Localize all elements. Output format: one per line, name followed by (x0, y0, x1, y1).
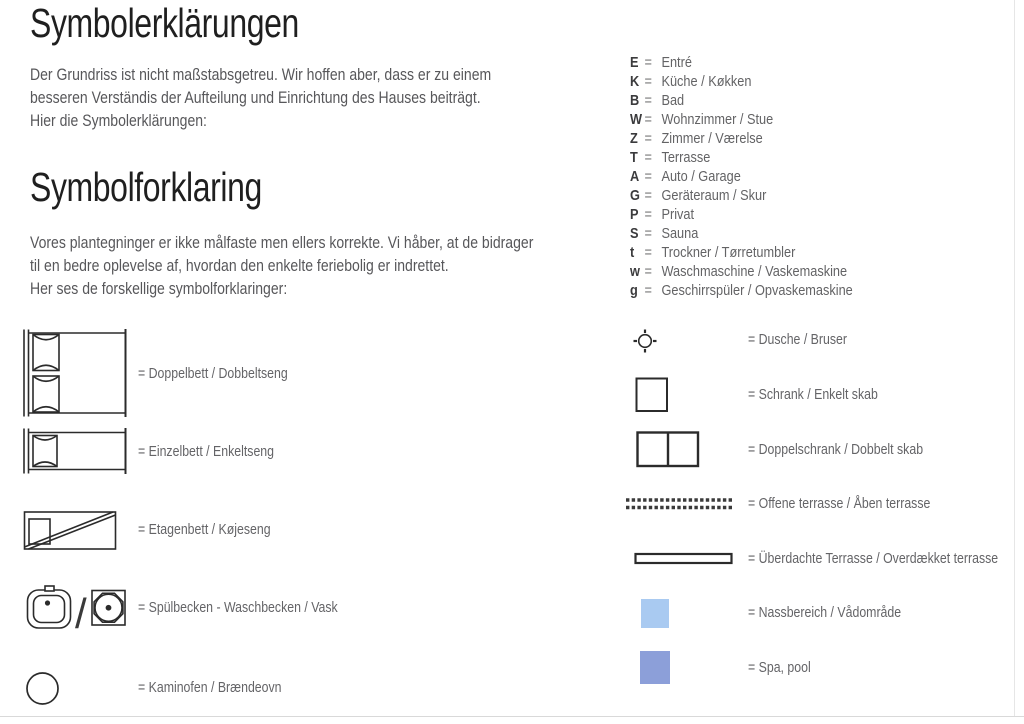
room-code-letter: Z (630, 130, 638, 147)
intro-danish-line: Her ses de forskellige symbolforklaringer: (30, 280, 288, 298)
sink-icon (26, 584, 126, 632)
equals-sign: = (644, 244, 652, 261)
room-code-label: Geräteraum / Skur (661, 187, 767, 204)
equals-sign: = (644, 73, 652, 90)
legend-label: = Einzelbett / Enkeltseng (138, 444, 275, 460)
double-closet-icon (636, 431, 700, 468)
room-code-row (630, 243, 853, 262)
legend-label: = Dusche / Bruser (748, 332, 847, 348)
equals-sign: = (644, 225, 652, 242)
room-code-label: Privat (661, 206, 695, 223)
wood-stove-icon (25, 671, 61, 707)
equals-sign: = (644, 149, 652, 166)
room-code-letter: G (630, 187, 640, 204)
room-code-list (630, 53, 853, 300)
intro-german-line: Der Grundriss ist nicht maßstabsgetreu. Wir hoffen aber, dass er zu einem (30, 66, 492, 84)
legend-label: = Doppelschrank / Dobbelt skab (748, 442, 924, 458)
single-closet-icon (635, 377, 669, 413)
legend-label: = Etagenbett / Køjeseng (138, 522, 271, 538)
page-bottom-edge (0, 716, 1024, 717)
legend-label: = Schrank / Enkelt skab (748, 387, 878, 403)
equals-sign: = (644, 111, 652, 128)
equals-sign: = (644, 168, 652, 185)
room-code-row (630, 224, 853, 243)
equals-sign: = (644, 54, 652, 71)
bunk-bed-icon (23, 509, 119, 551)
intro-danish-line: Vores plantegninger er ikke målfaste men ellers korrekte. Vi håber, at de bidrager (30, 234, 534, 252)
room-code-letter: K (630, 73, 640, 90)
intro-danish-line: til en bedre oplevelse af, hvordan den enkelte feriebolig er indrettet. (30, 257, 449, 275)
room-code-label: Terrasse (661, 149, 711, 166)
equals-sign: = (644, 130, 652, 147)
room-code-label: Sauna (661, 225, 699, 242)
room-code-letter: A (630, 168, 640, 185)
page-title-german: Symbolerklärungen (30, 0, 299, 46)
sink-separator-slash: / (75, 590, 87, 632)
room-code-letter: w (630, 263, 640, 280)
room-code-row (630, 129, 853, 148)
equals-sign: = (644, 282, 652, 299)
room-code-letter: E (630, 54, 639, 71)
room-code-letter: T (630, 149, 638, 166)
room-code-row (630, 262, 853, 281)
room-code-label: Zimmer / Værelse (661, 130, 763, 147)
room-code-row (630, 167, 853, 186)
room-code-row (630, 148, 853, 167)
room-code-label: Wohnzimmer / Stue (661, 111, 774, 128)
intro-german (30, 64, 491, 133)
open-terrace-icon (624, 495, 736, 513)
equals-sign: = (644, 92, 652, 109)
room-code-label: Waschmaschine / Vaskemaskine (661, 263, 848, 280)
room-code-letter: W (630, 111, 643, 128)
room-code-label: Trockner / Tørretumbler (661, 244, 796, 261)
room-code-row (630, 53, 853, 72)
covered-terrace-icon (634, 552, 734, 566)
intro-german-line: besseren Verständis der Aufteilung und Einrichtung des Hauses beiträgt. (30, 89, 481, 107)
room-code-row (630, 91, 853, 110)
legend-label: = Kaminofen / Brændeovn (138, 680, 282, 696)
double-bed-icon (22, 329, 128, 417)
equals-sign: = (644, 206, 652, 223)
room-code-row (630, 110, 853, 129)
room-code-label: Geschirrspüler / Opvaskemaskine (661, 282, 853, 299)
legend-label: = Offene terrasse / Åben terrasse (748, 496, 931, 512)
spa-pool-swatch (640, 651, 670, 684)
legend-label: = Spa, pool (748, 660, 811, 676)
shower-icon (632, 328, 658, 354)
room-code-row (630, 72, 853, 91)
equals-sign: = (644, 263, 652, 280)
page-title-danish: Symbolforklaring (30, 164, 262, 210)
legend-label: = Nassbereich / Vådområde (748, 605, 902, 621)
room-code-letter: P (630, 206, 639, 223)
room-code-letter: g (630, 282, 638, 299)
room-code-label: Küche / Køkken (661, 73, 752, 90)
legend-label: = Doppelbett / Dobbeltseng (138, 366, 288, 382)
room-code-label: Entré (661, 54, 692, 71)
room-code-label: Bad (661, 92, 685, 109)
room-code-row (630, 186, 853, 205)
room-code-label: Auto / Garage (661, 168, 741, 185)
room-code-row (630, 205, 853, 224)
intro-danish (30, 232, 533, 301)
page-right-edge (1014, 0, 1015, 717)
legend-label: = Überdachte Terrasse / Overdækket terrasse (748, 551, 999, 567)
legend-label: = Spülbecken - Waschbecken / Vask (138, 600, 338, 616)
room-code-row (630, 281, 853, 300)
wet-area-swatch (641, 599, 669, 628)
room-code-letter: S (630, 225, 639, 242)
single-bed-icon (22, 428, 128, 474)
equals-sign: = (644, 187, 652, 204)
room-code-letter: t (630, 244, 635, 261)
room-code-letter: B (630, 92, 640, 109)
intro-german-line: Hier die Symbolerklärungen: (30, 112, 207, 130)
